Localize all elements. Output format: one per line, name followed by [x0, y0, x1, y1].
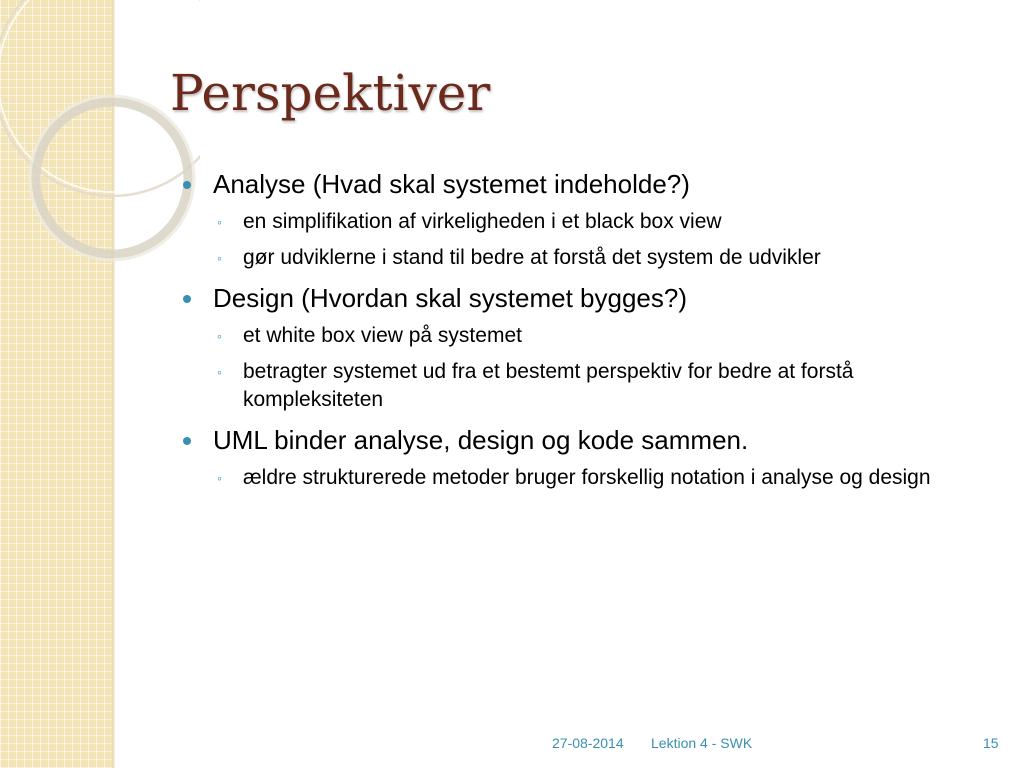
bullet-text: Analyse (Hvad skal systemet indeholde?)	[213, 169, 690, 199]
sub-bullet-item	[213, 358, 997, 414]
sub-bullet-list	[213, 208, 997, 272]
sub-bullet-item	[213, 208, 997, 236]
sub-bullet-text: ældre strukturerede metoder bruger forskellig notation i analyse og design	[243, 466, 931, 489]
sub-bullet-text: gør udviklerne i stand til bedre at forstå det system de udvikler	[243, 246, 821, 269]
bullet-dot-icon	[183, 181, 191, 189]
bullet-text: Design (Hvordan skal systemet bygges?)	[213, 283, 687, 313]
sub-bullet-list	[213, 464, 997, 492]
bullet-item	[182, 166, 997, 272]
sub-bullet-item	[213, 244, 997, 272]
ring-bullet-icon: ◦	[217, 250, 222, 266]
ring-bullet-icon: ◦	[217, 364, 222, 380]
footer-date: 27-08-2014	[552, 735, 624, 751]
bullet-item	[182, 280, 997, 414]
ring-bullet-icon: ◦	[217, 470, 222, 486]
footer-course-label: Lektion 4 - SWK	[651, 735, 753, 751]
sub-bullet-text: et white box view på systemet	[243, 324, 522, 347]
bullet-dot-icon	[183, 295, 191, 303]
ring-bullet-icon: ◦	[217, 214, 222, 230]
bullet-list	[182, 166, 997, 500]
sub-bullet-text: betragter systemet ud fra et bestemt perspektiv for bedre at forstå kompleksiteten	[243, 360, 854, 411]
slide-title: Perspektiver	[170, 64, 491, 122]
bullet-item	[182, 422, 997, 492]
footer-page-number: 15	[983, 735, 999, 751]
sub-bullet-item	[213, 322, 997, 350]
bullet-dot-icon	[183, 437, 191, 445]
sub-bullet-text: en simplifikation af virkeligheden i et black box view	[243, 210, 722, 233]
bullet-text: UML binder analyse, design og kode sammen.	[213, 425, 749, 455]
sub-bullet-list	[213, 322, 997, 414]
decorative-circles	[0, 0, 200, 300]
ring-bullet-icon: ◦	[217, 328, 222, 344]
sub-bullet-item	[213, 464, 997, 492]
